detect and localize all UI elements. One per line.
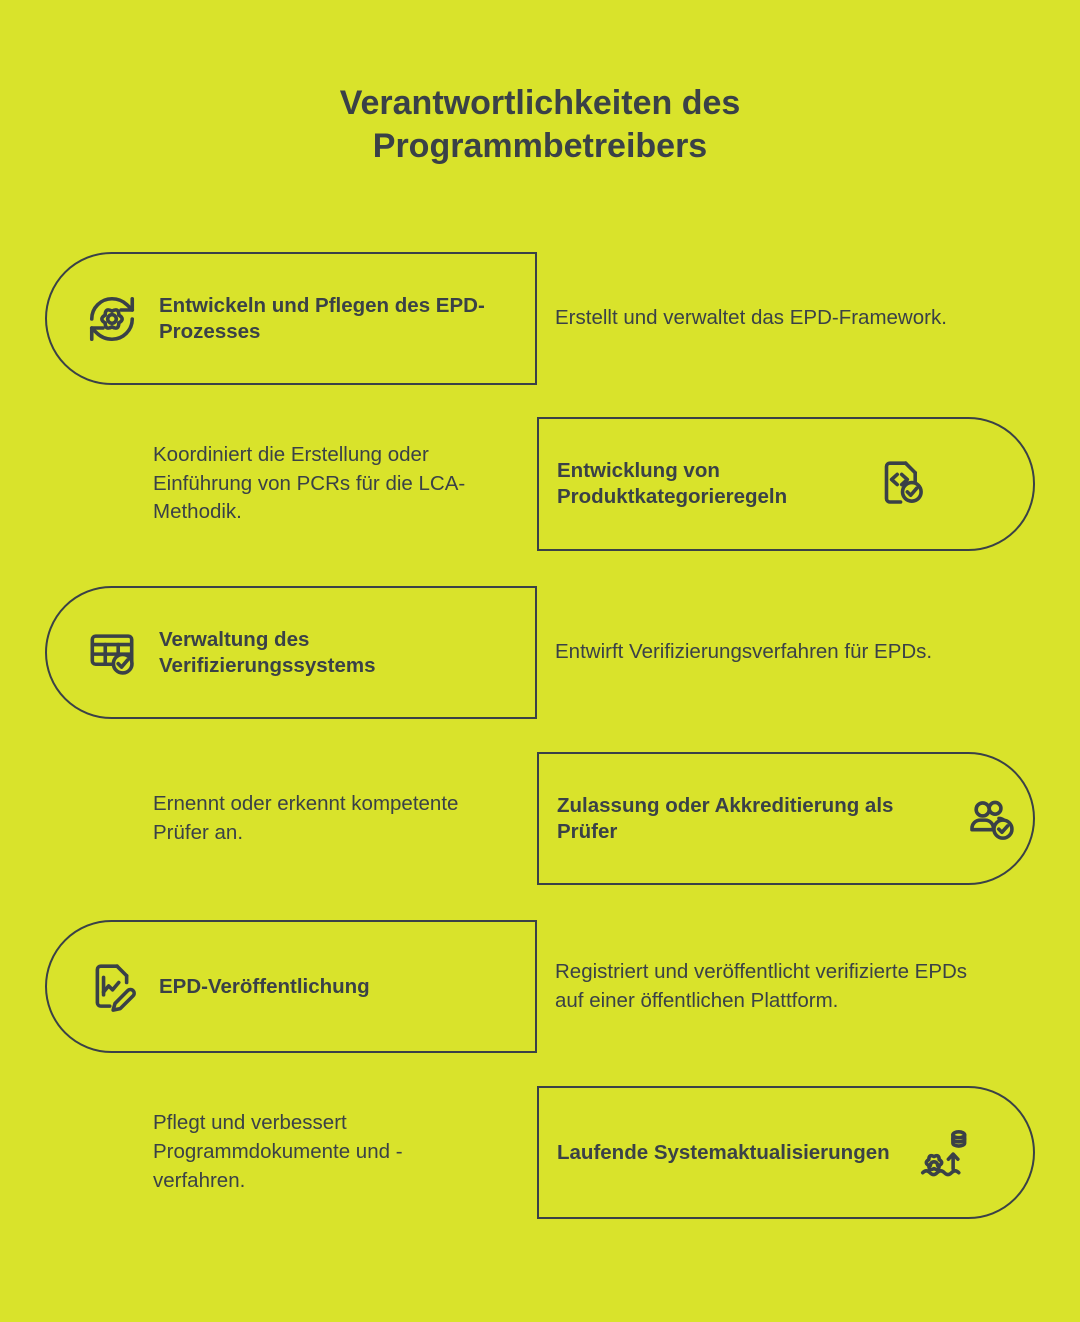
code-document-check-icon [873,457,927,511]
description-epd-framework [555,252,1015,385]
description-text: Erstellt und verwaltet das EPD-Framework. [555,306,947,330]
page-title-wrap [0,82,1080,167]
description-text: Registriert und veröffentlicht verifizierte EPDs auf einer öffentlichen Plattform. [555,959,968,1012]
description-program-documents [153,1086,493,1219]
card-epd-process [45,252,537,385]
description-verification-procedures [555,586,1015,719]
card-heading: Entwicklung von Produktkategorieregeln [557,459,788,508]
table-check-icon [85,626,139,680]
people-check-icon [963,792,1017,846]
card-verification-system [45,586,537,719]
description-epd-registration [555,920,975,1053]
description-text: Entwirft Verifizierungsverfahren für EPDs. [555,640,933,664]
page-title: Verantwortlichkeiten des Programmbetreibers [339,84,741,165]
description-text: Pflegt und verbessert Programmdokumente und -verfahren. [153,1111,403,1192]
card-heading: Zulassung oder Akkreditierung als Prüfer [557,793,894,843]
document-chart-pencil-icon [85,960,139,1014]
description-text: Koordiniert die Erstellung oder Einführung von PCRs für die LCA-Methodik. [153,442,466,524]
card-heading: Laufende Systemaktualisierungen [557,1140,890,1164]
gear-cycle-icon [85,292,139,346]
card-heading: Verwaltung des Verifizierungssystems [159,627,376,677]
card-verifier-accreditation [537,752,1035,885]
card-epd-publication [45,920,537,1053]
card-product-category-rules [537,417,1035,551]
card-heading: Entwickeln und Pflegen des EPD-Prozesses [159,293,485,343]
card-system-updates [537,1086,1035,1219]
description-text: Ernennt oder erkennt kompetente Prüfer an. [153,791,459,844]
card-heading: EPD-Veröffentlichung [159,974,370,998]
description-verifier-appointment [153,752,505,885]
system-update-icon [916,1126,970,1180]
description-pcr-coordination [153,417,505,551]
